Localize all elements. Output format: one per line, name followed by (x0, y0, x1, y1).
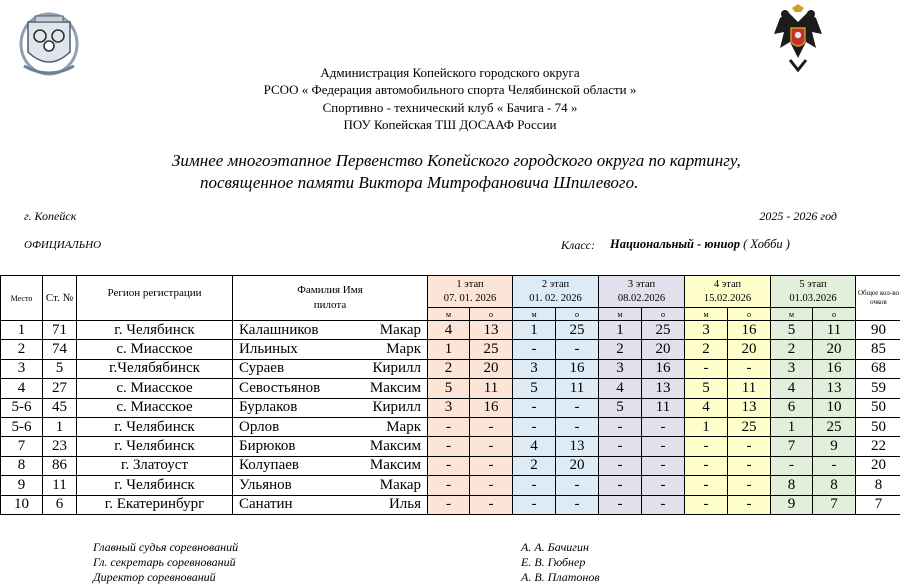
class-value (610, 237, 790, 252)
results-body (1, 321, 900, 515)
stage-3-place-cell: 5 (599, 398, 642, 417)
stage-4-place-cell: - (685, 456, 728, 475)
region-cell: г. Челябинск (77, 437, 233, 456)
region-cell: г.Челябябинск (77, 359, 233, 378)
stage-3-place-cell: 4 (599, 379, 642, 398)
place-cell: 5-6 (1, 417, 43, 436)
total-points-cell: 8 (856, 476, 900, 495)
signature-role-director: Директор соревнований (93, 570, 216, 585)
stage-5-points-cell: 9 (813, 437, 856, 456)
place-cell: 3 (1, 359, 43, 378)
season-label: 2025 - 2026 год (759, 209, 837, 224)
pilot-name: Макар (380, 477, 421, 494)
stage-1-place-cell: 5 (428, 379, 470, 398)
start-number-cell: 86 (43, 456, 77, 475)
table-row (1, 456, 900, 475)
stage-3-date: 08.02.2026 (618, 293, 665, 304)
table-row (1, 398, 900, 417)
pilot-cell (233, 340, 428, 359)
start-number-cell: 5 (43, 359, 77, 378)
pilot-cell (233, 456, 428, 475)
place-cell: 4 (1, 379, 43, 398)
place-cell: 1 (1, 321, 43, 340)
org-line-federation: РСОО « Федерация автомобильного спорта Челябинской области » (0, 81, 900, 98)
stage-4-place-cell: 1 (685, 417, 728, 436)
stage-5-place-cell: 1 (771, 417, 813, 436)
stage-1-points-cell: - (470, 476, 513, 495)
pilot-cell (233, 359, 428, 378)
stage-3-points-cell: - (642, 417, 685, 436)
stage-2-label: 2 этап (542, 279, 569, 290)
stage-4-place-cell: 2 (685, 340, 728, 359)
start-number-cell: 74 (43, 340, 77, 359)
stage-2-header (513, 276, 599, 308)
stage-5-place-cell: - (771, 456, 813, 475)
table-row (1, 359, 900, 378)
stage-2-points-cell: 16 (556, 359, 599, 378)
stage-5-points-cell: 25 (813, 417, 856, 436)
table-row (1, 495, 900, 514)
stage-2-place-cell: 4 (513, 437, 556, 456)
stage-4-place-cell: 4 (685, 398, 728, 417)
stage-5-place-cell: 9 (771, 495, 813, 514)
pilot-name: Кирилл (372, 360, 421, 377)
pilot-surname: Колупаев (239, 457, 299, 474)
stage-2-date: 01. 02. 2026 (529, 293, 582, 304)
total-points-cell: 22 (856, 437, 900, 456)
stage-1-place-cell: - (428, 437, 470, 456)
start-number-cell: 1 (43, 417, 77, 436)
stage-1-m-header: м (428, 308, 470, 321)
stage-3-points-cell: - (642, 437, 685, 456)
stage-5-points-cell: 13 (813, 379, 856, 398)
stage-1-points-cell: - (470, 495, 513, 514)
stage-5-place-cell: 2 (771, 340, 813, 359)
total-points-cell: 68 (856, 359, 900, 378)
class-suffix: ( Хобби ) (743, 237, 790, 251)
stage-3-points-cell: - (642, 456, 685, 475)
total-points-cell: 50 (856, 417, 900, 436)
pilot-name: Илья (389, 496, 421, 513)
org-line-dosaaf: ПОУ Копейская ТШ ДОСААФ России (0, 116, 900, 133)
place-cell: 8 (1, 456, 43, 475)
stage-4-points-cell: - (728, 476, 771, 495)
stage-4-place-cell: 3 (685, 321, 728, 340)
start-number-cell: 6 (43, 495, 77, 514)
col-pilot-header: Фамилия Имя пилота (233, 276, 428, 321)
document-title-line1: Зимнее многоэтапное Первенство Копейского городского округа по картингу, (172, 151, 741, 171)
stage-5-place-cell: 3 (771, 359, 813, 378)
stage-3-place-cell: - (599, 437, 642, 456)
stage-4-place-cell: 5 (685, 379, 728, 398)
pilot-cell (233, 437, 428, 456)
city-label: г. Копейск (24, 209, 76, 224)
stage-3-place-cell: 1 (599, 321, 642, 340)
stage-3-points-cell: 20 (642, 340, 685, 359)
stage-4-points-cell: 20 (728, 340, 771, 359)
stage-5-label: 5 этап (799, 279, 826, 290)
stage-2-points-cell: 20 (556, 456, 599, 475)
stage-4-points-cell: 16 (728, 321, 771, 340)
stage-5-points-cell: - (813, 456, 856, 475)
stage-5-place-cell: 8 (771, 476, 813, 495)
stage-4-points-cell: 13 (728, 398, 771, 417)
stage-1-place-cell: - (428, 417, 470, 436)
table-row (1, 340, 900, 359)
stage-1-points-cell: - (470, 456, 513, 475)
pilot-surname: Ульянов (239, 477, 292, 494)
stage-4-points-cell: 11 (728, 379, 771, 398)
class-label: Класс: (561, 238, 595, 253)
stage-2-place-cell: 1 (513, 321, 556, 340)
stage-1-place-cell: - (428, 476, 470, 495)
stage-5-points-cell: 7 (813, 495, 856, 514)
region-cell: с. Миасское (77, 340, 233, 359)
document-title-line2: посвященное памяти Виктора Митрофановича Шпилевого. (200, 173, 638, 193)
stage-4-place-cell: - (685, 476, 728, 495)
stage-2-points-cell: - (556, 417, 599, 436)
stage-1-header (428, 276, 513, 308)
stage-2-place-cell: - (513, 417, 556, 436)
stage-3-place-cell: 3 (599, 359, 642, 378)
results-table (0, 275, 900, 515)
signature-role-chief-judge: Главный судья соревнований (93, 540, 238, 555)
pilot-name: Марк (386, 341, 421, 358)
start-number-cell: 27 (43, 379, 77, 398)
stage-5-date: 01.03.2026 (789, 293, 836, 304)
pilot-surname: Орлов (239, 419, 279, 436)
class-name: Национальный - юниор (610, 237, 740, 251)
region-cell: г. Челябинск (77, 417, 233, 436)
stage-4-points-cell: - (728, 359, 771, 378)
stage-2-points-cell: 25 (556, 321, 599, 340)
place-cell: 7 (1, 437, 43, 456)
signature-name-chief-judge: А. А. Бачигин (521, 540, 589, 555)
col-total-header: Общее кол-во очков (856, 276, 900, 321)
stage-4-points-cell: 25 (728, 417, 771, 436)
pilot-name: Марк (386, 419, 421, 436)
stage-3-points-cell: 11 (642, 398, 685, 417)
pilot-name: Макар (380, 322, 421, 339)
stage-2-place-cell: 5 (513, 379, 556, 398)
stage-1-label: 1 этап (456, 279, 483, 290)
start-number-cell: 45 (43, 398, 77, 417)
stage-1-points-cell: 25 (470, 340, 513, 359)
pilot-name: Максим (370, 457, 421, 474)
total-points-cell: 7 (856, 495, 900, 514)
stage-2-points-cell: - (556, 495, 599, 514)
start-number-cell: 23 (43, 437, 77, 456)
stage-5-place-cell: 6 (771, 398, 813, 417)
stage-2-place-cell: 2 (513, 456, 556, 475)
stage-4-date: 15.02.2026 (704, 293, 751, 304)
place-cell: 2 (1, 340, 43, 359)
pilot-surname: Санатин (239, 496, 293, 513)
stage-5-points-cell: 16 (813, 359, 856, 378)
place-cell: 10 (1, 495, 43, 514)
pilot-name: Максим (370, 380, 421, 397)
pilot-cell (233, 398, 428, 417)
stage-2-place-cell: - (513, 398, 556, 417)
pilot-surname: Ильиных (239, 341, 298, 358)
stage-1-place-cell: 1 (428, 340, 470, 359)
stage-2-points-cell: - (556, 398, 599, 417)
stage-3-points-cell: 13 (642, 379, 685, 398)
stage-5-header (771, 276, 856, 308)
signature-role-chief-secretary: Гл. секретарь соревнований (93, 555, 236, 570)
region-cell: г. Челябинск (77, 321, 233, 340)
pilot-cell (233, 476, 428, 495)
col-place-header: Место (1, 276, 43, 321)
stage-3-place-cell: - (599, 495, 642, 514)
stage-5-o-header: о (813, 308, 856, 321)
stage-5-place-cell: 4 (771, 379, 813, 398)
place-cell: 9 (1, 476, 43, 495)
pilot-surname: Бирюков (239, 438, 295, 455)
stage-2-o-header: о (556, 308, 599, 321)
stage-2-place-cell: - (513, 340, 556, 359)
pilot-cell (233, 417, 428, 436)
start-number-cell: 71 (43, 321, 77, 340)
stage-4-place-cell: - (685, 495, 728, 514)
stage-4-m-header: м (685, 308, 728, 321)
total-points-cell: 85 (856, 340, 900, 359)
pilot-name: Максим (370, 438, 421, 455)
org-line-administration: Администрация Копейского городского округа (0, 64, 900, 81)
stage-1-place-cell: - (428, 495, 470, 514)
stage-2-points-cell: 13 (556, 437, 599, 456)
table-row (1, 437, 900, 456)
table-row (1, 417, 900, 436)
place-cell: 5-6 (1, 398, 43, 417)
total-points-cell: 90 (856, 321, 900, 340)
stage-3-label: 3 этап (628, 279, 655, 290)
stage-5-m-header: м (771, 308, 813, 321)
stage-3-header (599, 276, 685, 308)
stage-1-place-cell: 3 (428, 398, 470, 417)
stage-3-points-cell: 16 (642, 359, 685, 378)
stage-2-place-cell: - (513, 495, 556, 514)
pilot-cell (233, 379, 428, 398)
stage-2-points-cell: - (556, 340, 599, 359)
stage-1-points-cell: 11 (470, 379, 513, 398)
table-row (1, 379, 900, 398)
pilot-surname: Бурлаков (239, 399, 297, 416)
stage-2-place-cell: 3 (513, 359, 556, 378)
signature-name-chief-secretary: Е. В. Гюбнер (521, 555, 585, 570)
total-points-cell: 59 (856, 379, 900, 398)
total-points-cell: 20 (856, 456, 900, 475)
stage-1-date: 07. 01. 2026 (444, 293, 497, 304)
stage-2-points-cell: - (556, 476, 599, 495)
stage-4-points-cell: - (728, 495, 771, 514)
stage-2-place-cell: - (513, 476, 556, 495)
org-line-club: Спортивно - технический клуб « Бачига - 74 » (0, 99, 900, 116)
stage-2-points-cell: 11 (556, 379, 599, 398)
stage-3-place-cell: 2 (599, 340, 642, 359)
pilot-surname: Севостьянов (239, 380, 320, 397)
stage-3-place-cell: - (599, 417, 642, 436)
pilot-name: Кирилл (372, 399, 421, 416)
region-cell: г. Челябинск (77, 476, 233, 495)
stage-5-points-cell: 11 (813, 321, 856, 340)
stage-2-m-header: м (513, 308, 556, 321)
pilot-surname: Калашников (239, 322, 318, 339)
stage-4-points-cell: - (728, 437, 771, 456)
table-row (1, 476, 900, 495)
stage-1-points-cell: 20 (470, 359, 513, 378)
stage-4-points-cell: - (728, 456, 771, 475)
pilot-cell (233, 495, 428, 514)
region-cell: с. Миасское (77, 379, 233, 398)
col-start-header: Ст. № (43, 276, 77, 321)
pilot-surname: Сураев (239, 360, 284, 377)
total-points-cell: 50 (856, 398, 900, 417)
stage-4-place-cell: - (685, 359, 728, 378)
stage-4-o-header: о (728, 308, 771, 321)
stage-1-o-header: о (470, 308, 513, 321)
stage-1-place-cell: - (428, 456, 470, 475)
stage-3-m-header: м (599, 308, 642, 321)
stage-1-points-cell: - (470, 417, 513, 436)
stage-5-place-cell: 7 (771, 437, 813, 456)
table-row (1, 321, 900, 340)
stage-3-o-header: о (642, 308, 685, 321)
stage-3-points-cell: 25 (642, 321, 685, 340)
region-cell: г. Екатеринбург (77, 495, 233, 514)
stage-1-place-cell: 2 (428, 359, 470, 378)
stage-1-points-cell: 13 (470, 321, 513, 340)
stage-1-points-cell: - (470, 437, 513, 456)
stage-3-points-cell: - (642, 495, 685, 514)
col-region-header: Регион регистрации (77, 276, 233, 321)
status-label: ОФИЦИАЛЬНО (24, 239, 101, 251)
stage-1-place-cell: 4 (428, 321, 470, 340)
stage-4-place-cell: - (685, 437, 728, 456)
start-number-cell: 11 (43, 476, 77, 495)
stage-5-points-cell: 20 (813, 340, 856, 359)
stage-3-points-cell: - (642, 476, 685, 495)
stage-1-points-cell: 16 (470, 398, 513, 417)
stage-3-place-cell: - (599, 476, 642, 495)
stage-3-place-cell: - (599, 456, 642, 475)
region-cell: с. Миасское (77, 398, 233, 417)
stage-5-place-cell: 5 (771, 321, 813, 340)
stage-4-header (685, 276, 771, 308)
stage-4-label: 4 этап (714, 279, 741, 290)
stage-5-points-cell: 10 (813, 398, 856, 417)
signature-name-director: А. В. Платонов (521, 570, 600, 585)
region-cell: г. Златоуст (77, 456, 233, 475)
stage-5-points-cell: 8 (813, 476, 856, 495)
pilot-cell (233, 321, 428, 340)
